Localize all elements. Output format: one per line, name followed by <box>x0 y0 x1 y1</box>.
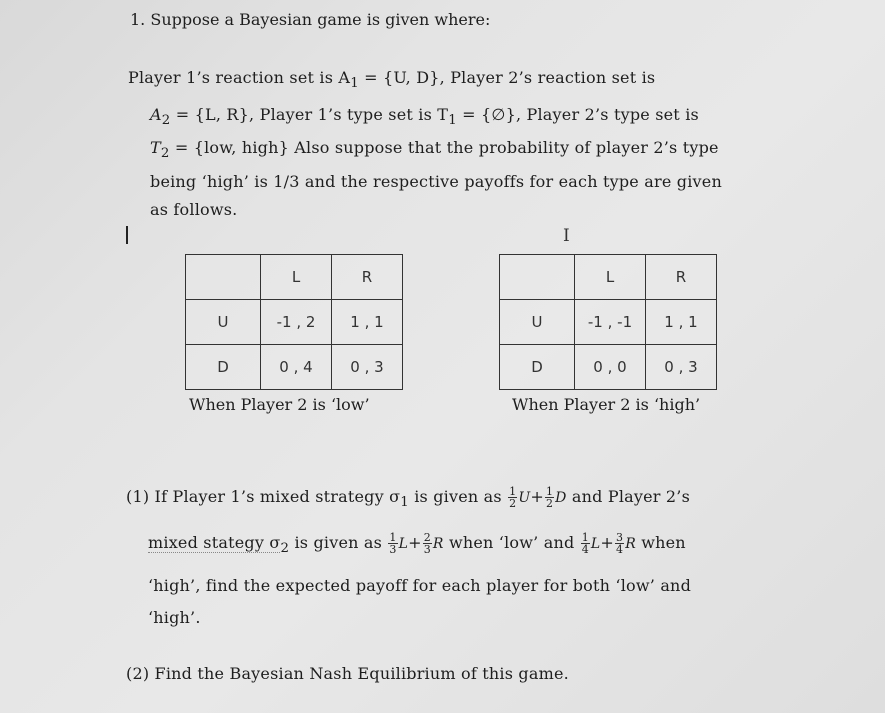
text: and Player 2’s <box>566 487 690 506</box>
table-cell <box>186 255 261 300</box>
payoff-table-low <box>185 254 403 390</box>
fraction <box>545 486 554 509</box>
table-row <box>500 255 717 300</box>
table-header-cell: L <box>575 255 646 300</box>
table-header-cell: L <box>261 255 332 300</box>
numerator: 2 <box>423 531 431 544</box>
denominator: 2 <box>545 497 554 510</box>
paragraph-line-3 <box>150 138 719 161</box>
numerator: 1 <box>509 485 517 498</box>
text: A <box>150 105 162 124</box>
text: = {L, R}, Player 1’s type set is T <box>170 105 449 124</box>
math-var: R <box>625 536 636 552</box>
math-var: L <box>590 536 601 552</box>
math-var: L <box>398 536 409 552</box>
table-row <box>186 300 403 345</box>
denominator: 3 <box>423 543 431 556</box>
table-row <box>500 345 717 390</box>
denominator: 3 <box>389 543 397 556</box>
question-title: 1. Suppose a Bayesian game is given where: <box>130 10 491 29</box>
table-cell: 0 , 4 <box>261 345 332 390</box>
text-cursor <box>126 226 128 244</box>
math-var: U <box>518 490 531 506</box>
table-cell: -1 , 2 <box>261 300 332 345</box>
math-var: R <box>432 536 444 552</box>
part1-line-4: ‘high’. <box>148 608 201 627</box>
fraction <box>615 532 624 555</box>
subscript: 1 <box>448 113 457 129</box>
subscript: 2 <box>161 113 171 129</box>
row-label: D <box>186 345 261 390</box>
text: is given as <box>289 533 383 552</box>
paragraph-line-2 <box>150 105 699 128</box>
table-header-cell: R <box>332 255 403 300</box>
table-caption-low: When Player 2 is ‘low’ <box>189 395 370 414</box>
part1-line-2: mixed stategy $\sigma_2$ is given as $\frac{1}{3}$ L+ $\frac{2}{3}$ R when ‘low’ and $\frac{1}{4}$ L+ $\frac{3}{4}$ R when <box>148 531 686 557</box>
text: T <box>150 138 161 157</box>
table-cell: 1 , 1 <box>332 300 403 345</box>
denominator: 4 <box>581 543 589 556</box>
fraction <box>423 532 432 555</box>
denominator: 4 <box>616 543 624 556</box>
fraction <box>388 532 397 555</box>
payoff-table-high <box>499 254 717 390</box>
paragraph-line-5: as follows. <box>150 200 238 219</box>
text: is given as <box>408 487 502 506</box>
math-var: D <box>555 490 567 506</box>
paragraph-line-1 <box>128 68 655 91</box>
row-label: D <box>500 345 575 390</box>
text: = {∅}, Player 2’s type set is <box>456 105 699 124</box>
text: (1) If Player 1’s mixed strategy σ <box>126 487 401 506</box>
table-cell: 0 , 3 <box>646 345 717 390</box>
text: mixed stategy σ <box>148 533 281 552</box>
paragraph-line-4: being ‘high’ is 1/3 and the respective payoffs for each type are given <box>150 172 722 191</box>
table-cell: -1 , -1 <box>575 300 646 345</box>
table-cell: 0 , 3 <box>332 345 403 390</box>
table-header-cell: R <box>646 255 717 300</box>
table-row <box>186 255 403 300</box>
text: when <box>635 533 686 552</box>
numerator: 3 <box>616 531 624 544</box>
text: Player 1’s reaction set is A <box>128 68 351 87</box>
row-label: U <box>186 300 261 345</box>
table-cell: 0 , 0 <box>575 345 646 390</box>
part1-line-1: (1) If Player 1’s mixed strategy $\sigma_1$ is given as $\frac{1}{2}$ U+ $\frac{1}{2}$ D and Player 2’s <box>126 485 690 511</box>
table-cell <box>500 255 575 300</box>
ibeam-cursor-icon: I <box>563 226 570 246</box>
subscript: 2 <box>160 146 170 162</box>
table-row <box>500 300 717 345</box>
numerator: 1 <box>581 531 589 544</box>
subscript: 2 <box>280 541 290 557</box>
table-row <box>186 345 403 390</box>
fraction <box>508 486 517 509</box>
fraction <box>581 532 590 555</box>
numerator: 1 <box>545 485 554 498</box>
table-caption-high: When Player 2 is ‘high’ <box>512 395 701 414</box>
subscript: 1 <box>350 76 359 92</box>
text: = {U, D}, Player 2’s reaction set is <box>358 68 656 87</box>
text: = {low, high} Also suppose that the probability of player 2’s type <box>169 138 719 157</box>
text <box>148 533 280 553</box>
part1-line-3: ‘high’, find the expected payoff for each player for both ‘low’ and <box>148 576 692 595</box>
subscript: 1 <box>400 495 409 511</box>
part2-line: (2) Find the Bayesian Nash Equilibrium of this game. <box>126 664 569 683</box>
row-label: U <box>500 300 575 345</box>
text: when ‘low’ and <box>443 533 575 552</box>
denominator: 2 <box>509 497 517 510</box>
numerator: 1 <box>389 531 397 544</box>
table-cell: 1 , 1 <box>646 300 717 345</box>
